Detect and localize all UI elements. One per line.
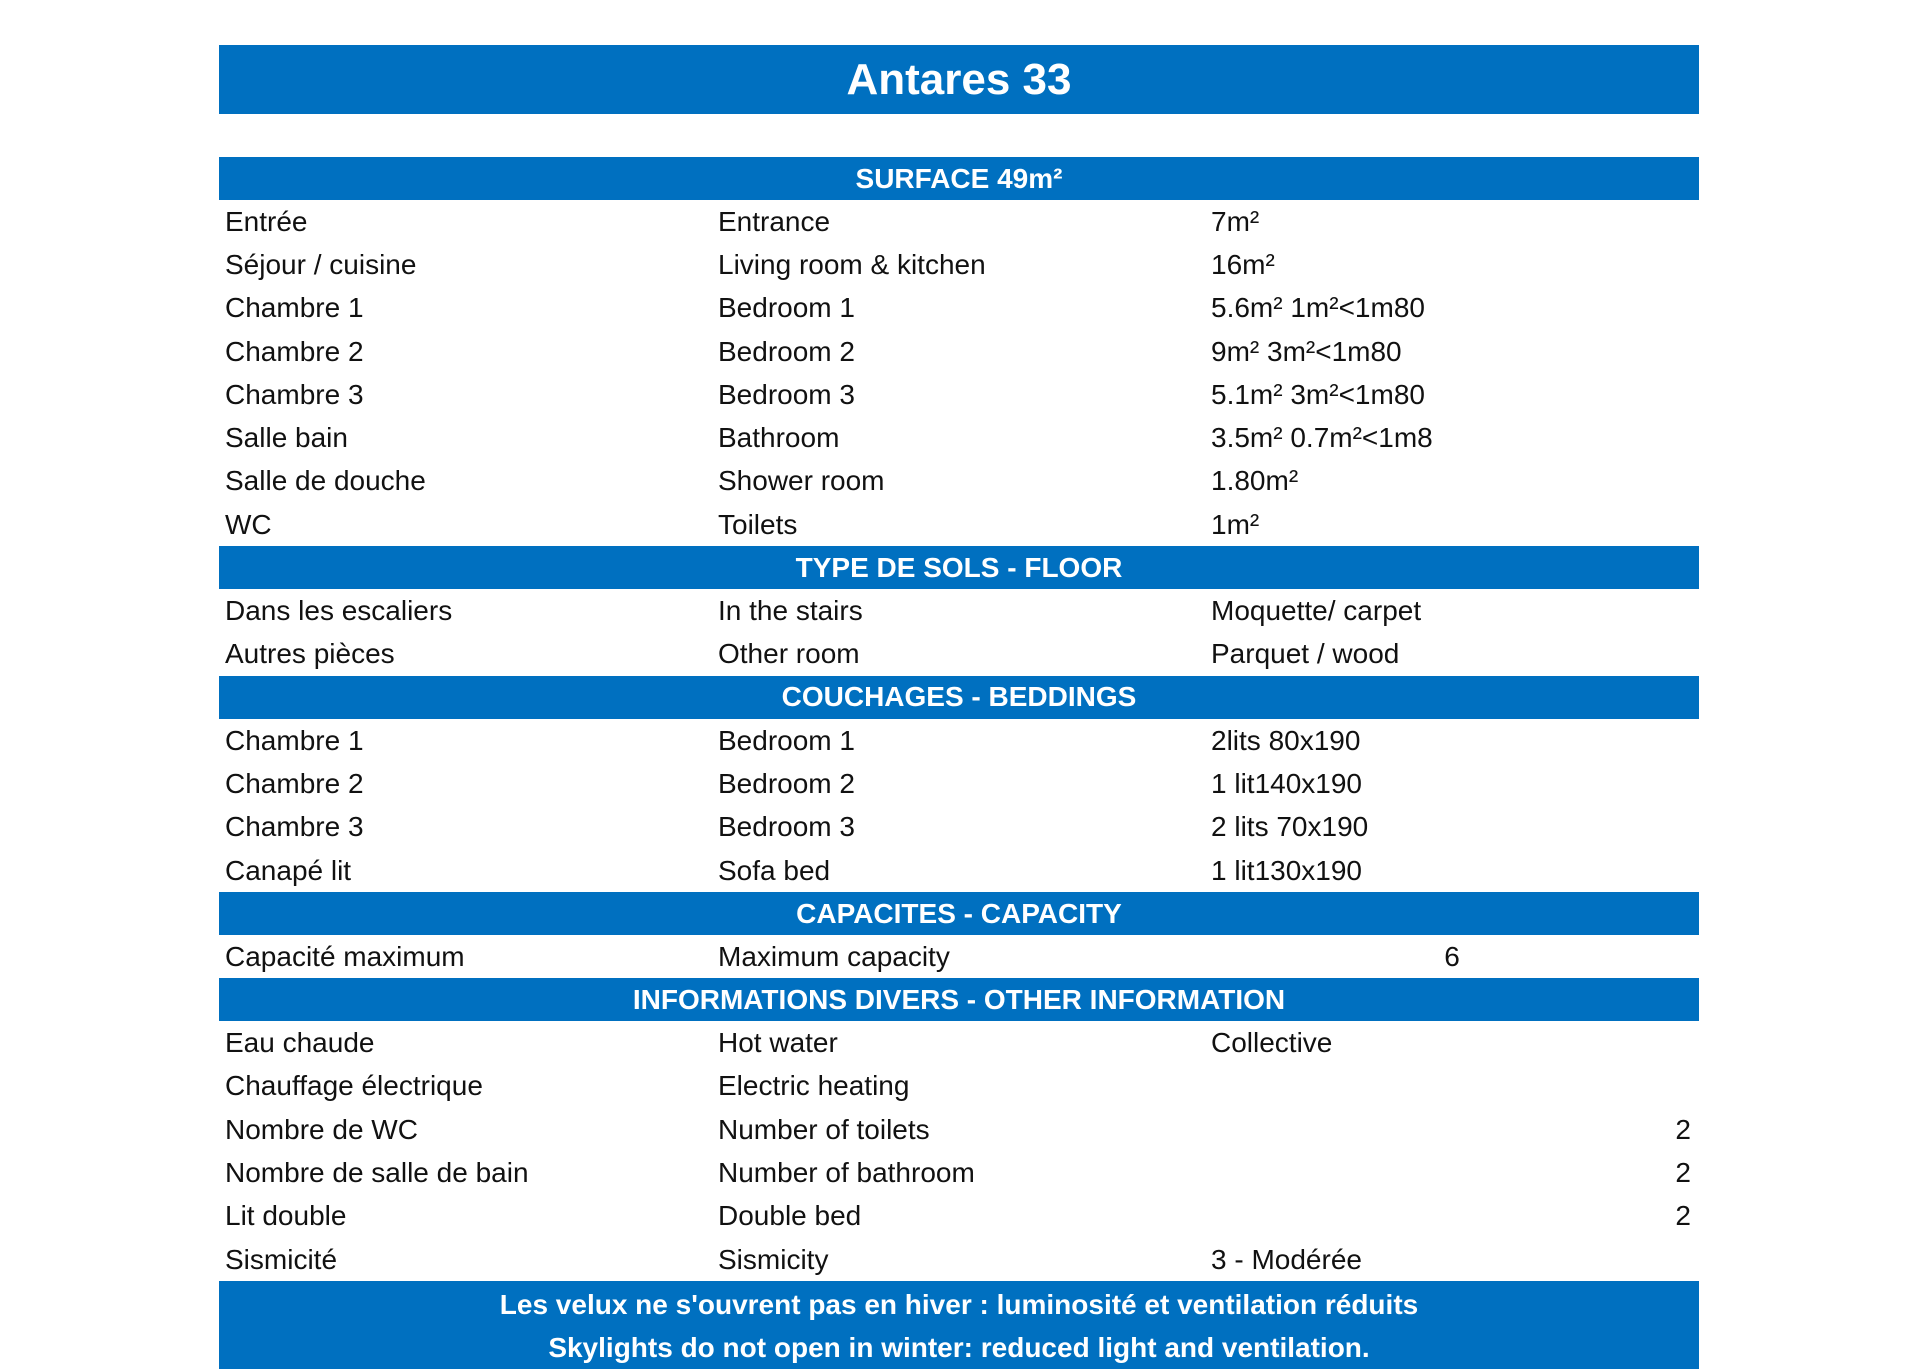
table-row bbox=[219, 503, 1699, 546]
value: Moquette/ carpet bbox=[1211, 595, 1422, 627]
table-row bbox=[219, 1195, 1699, 1238]
label-en: Number of toilets bbox=[718, 1113, 930, 1145]
table-row bbox=[219, 1238, 1699, 1281]
label-fr: Chambre 3 bbox=[225, 378, 364, 410]
table-row bbox=[219, 200, 1699, 243]
label-fr: Dans les escaliers bbox=[225, 595, 453, 627]
label-fr: Chambre 3 bbox=[225, 811, 364, 843]
skylight-notice bbox=[219, 1281, 1699, 1369]
value: 16m² bbox=[1211, 248, 1275, 280]
label-en: Electric heating bbox=[718, 1070, 910, 1102]
label-fr: Salle bain bbox=[225, 422, 348, 454]
table-row bbox=[219, 589, 1699, 632]
label-en: Hot water bbox=[718, 1027, 838, 1059]
value: 3 - Modérée bbox=[1211, 1243, 1362, 1275]
label-en: Entrance bbox=[718, 205, 831, 237]
label-en: Sofa bed bbox=[718, 854, 831, 886]
label-en: Bedroom 2 bbox=[718, 767, 855, 799]
label-fr: Autres pièces bbox=[225, 638, 395, 670]
label-fr: Canapé lit bbox=[225, 854, 352, 886]
table-row bbox=[219, 1151, 1699, 1194]
value: 2 bbox=[1675, 1113, 1691, 1145]
table-row bbox=[219, 1065, 1699, 1108]
label-en: Bedroom 3 bbox=[718, 811, 855, 843]
table-row bbox=[219, 762, 1699, 805]
label-fr: Salle de douche bbox=[225, 465, 426, 497]
section-header-beddings: COUCHAGES - BEDDINGS bbox=[219, 676, 1699, 719]
value: 2lits 80x190 bbox=[1211, 724, 1361, 756]
value: Parquet / wood bbox=[1211, 638, 1400, 670]
label-en: Toilets bbox=[718, 508, 798, 540]
label-fr: Chambre 1 bbox=[225, 724, 364, 756]
value: 5.6m² 1m²<1m80 bbox=[1211, 292, 1425, 324]
table-row bbox=[219, 806, 1699, 849]
notice-line-fr: Les velux ne s'ouvrent pas en hiver : luminosité et ventilation réduits bbox=[499, 1289, 1419, 1321]
table-row bbox=[219, 416, 1699, 459]
table-row bbox=[219, 1021, 1699, 1064]
label-en: Bedroom 2 bbox=[718, 335, 855, 367]
label-en: Shower room bbox=[718, 465, 885, 497]
section-header-surface: SURFACE 49m² bbox=[219, 157, 1699, 200]
value: Collective bbox=[1211, 1027, 1333, 1059]
value: 1m² bbox=[1211, 508, 1260, 540]
section-header-capacity: CAPACITES - CAPACITY bbox=[219, 892, 1699, 935]
label-fr: WC bbox=[225, 508, 272, 540]
label-en: Bedroom 3 bbox=[718, 378, 855, 410]
section-header-floor: TYPE DE SOLS - FLOOR bbox=[219, 546, 1699, 589]
label-fr: Entrée bbox=[225, 205, 308, 237]
page-title: Antares 33 bbox=[219, 45, 1699, 114]
value: 7m² bbox=[1211, 205, 1260, 237]
table-row bbox=[219, 935, 1699, 978]
label-en: Bedroom 1 bbox=[718, 292, 855, 324]
value: 3.5m² 0.7m²<1m8 bbox=[1211, 422, 1433, 454]
value: 6 bbox=[1444, 940, 1460, 972]
label-fr: Chambre 2 bbox=[225, 335, 364, 367]
value: 2 bbox=[1675, 1200, 1691, 1232]
table-row bbox=[219, 330, 1699, 373]
value: 1.80m² bbox=[1211, 465, 1299, 497]
table-row bbox=[219, 287, 1699, 330]
section-header-other: INFORMATIONS DIVERS - OTHER INFORMATION bbox=[219, 978, 1699, 1021]
table-row bbox=[219, 373, 1699, 416]
label-en: Other room bbox=[718, 638, 860, 670]
label-fr: Nombre de salle de bain bbox=[225, 1156, 529, 1188]
value: 1 lit140x190 bbox=[1211, 767, 1363, 799]
spacer bbox=[219, 114, 1699, 157]
notice-line-en: Skylights do not open in winter: reduced light and ventilation. bbox=[548, 1332, 1370, 1364]
label-en: Bathroom bbox=[718, 422, 840, 454]
label-fr: Capacité maximum bbox=[225, 940, 465, 972]
label-fr: Nombre de WC bbox=[225, 1113, 418, 1145]
table-row bbox=[219, 1108, 1699, 1151]
value: 9m² 3m²<1m80 bbox=[1211, 335, 1402, 367]
table-row bbox=[219, 719, 1699, 762]
label-en: In the stairs bbox=[718, 595, 863, 627]
label-en: Sismicity bbox=[718, 1243, 829, 1275]
label-en: Double bed bbox=[718, 1200, 862, 1232]
label-fr: Lit double bbox=[225, 1200, 347, 1232]
value: 5.1m² 3m²<1m80 bbox=[1211, 378, 1425, 410]
table-row bbox=[219, 633, 1699, 676]
label-fr: Chambre 1 bbox=[225, 292, 364, 324]
label-en: Bedroom 1 bbox=[718, 724, 855, 756]
label-fr: Séjour / cuisine bbox=[225, 248, 417, 280]
label-fr: Chauffage électrique bbox=[225, 1070, 483, 1102]
value: 2 lits 70x190 bbox=[1211, 811, 1369, 843]
table-row bbox=[219, 460, 1699, 503]
label-en: Number of bathroom bbox=[718, 1156, 975, 1188]
table-row bbox=[219, 243, 1699, 286]
label-en: Maximum capacity bbox=[718, 940, 950, 972]
label-en: Living room & kitchen bbox=[718, 248, 986, 280]
label-fr: Eau chaude bbox=[225, 1027, 375, 1059]
label-fr: Sismicité bbox=[225, 1243, 338, 1275]
property-sheet bbox=[219, 45, 1699, 1369]
table-row bbox=[219, 849, 1699, 892]
value: 2 bbox=[1675, 1156, 1691, 1188]
value: 1 lit130x190 bbox=[1211, 854, 1363, 886]
label-fr: Chambre 2 bbox=[225, 767, 364, 799]
